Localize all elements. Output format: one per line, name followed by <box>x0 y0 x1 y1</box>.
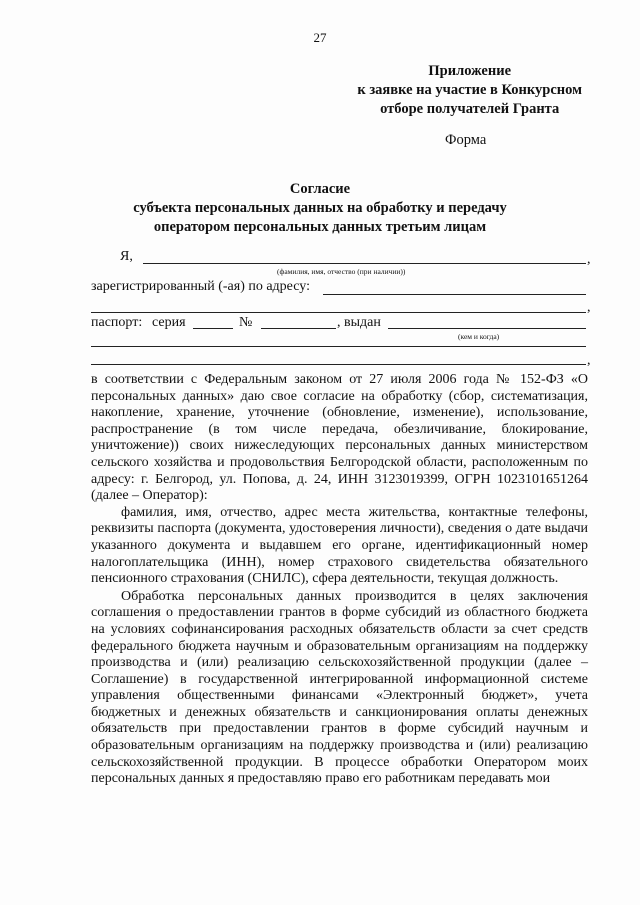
number-label: № <box>239 315 253 330</box>
appendix-line: отборе получателей Гранта <box>380 101 560 117</box>
fio-field[interactable] <box>143 263 586 264</box>
paragraph: в соответствии с Федеральным законом от 27 июля 2006 года № 152-ФЗ «О персональных данных» даю свое согласие на обработку (сбор, систематизация, накопление, хранение, уточнение (обновление, изменение), использование, распространение (в том числе передача, обезличивание, блокирование, уничтожение)) своих нижеследующих персональных данных министерством сельского хозяйства и продовольствия Белгородской области, расположенным по адресу: г. Белгород, ул. Попова, д. 24, ИНН 3123019399, ОГРН 1023101651264 (далее – Оператор): <box>91 372 588 504</box>
number-field[interactable] <box>261 328 336 329</box>
issued-field[interactable] <box>388 328 586 329</box>
issued-hint: (кем и когда) <box>458 332 500 341</box>
paragraph: фамилия, имя, отчество, адрес места жительства, контактные телефоны, реквизиты паспорта (документа, удостоверения личности), сведения о дате выдачи указанного документа и выдавшем его органе, идентификационный номер налогоплательщика (ИНН), номер страхового свидетельства обязательного пенсионного страхования (СНИЛС), сфера деятельности, текущая должность. <box>91 504 588 587</box>
fio-hint: (фамилия, имя, отчество (при наличии)) <box>277 267 406 276</box>
appendix-header <box>357 62 582 119</box>
comma: , <box>587 353 591 368</box>
form-label: Форма <box>445 132 487 148</box>
page-number: 27 <box>313 30 327 45</box>
title-line: субъекта персональных данных на обработку и передачу <box>133 200 507 216</box>
series-label: серия <box>152 315 186 330</box>
registered-label: зарегистрированный (-ая) по адресу: <box>91 279 310 294</box>
issued-field-2[interactable] <box>91 346 586 347</box>
issued-field-3[interactable] <box>91 364 586 365</box>
appendix-line: к заявке на участие в Конкурсном <box>357 82 582 98</box>
title-line: Согласие <box>289 181 351 197</box>
appendix-title: Приложение <box>428 63 511 79</box>
paragraph: Обработка персональных данных производится в целях заключения соглашения о предоставлении грантов в форме субсидий из областного бюджета на условиях софинансирования расходных обязательств области за счет средств федерального бюджета научным и образовательным организациям на поддержку производства и (или) реализацию сельскохозяйственной продукции (далее – Соглашение) в государственной интегрированной информационной системе управления общественными финансами «Электронный бюджет», учета бюджетных и денежных обязательств и санкционирования оплаты денежных обязательств при предоставлении грантов в форме субсидий научным и образовательным организациям на поддержку производства и (или) реализацию сельскохозяйственной продукции. В процессе обработки Оператором моих персональных данных я предоставляю право его работникам передавать мои <box>91 588 588 787</box>
ya-label: Я, <box>120 249 133 264</box>
issued-label: , выдан <box>337 315 381 330</box>
address-field-2[interactable] <box>91 312 586 313</box>
address-field[interactable] <box>323 294 586 295</box>
document-title <box>0 180 640 237</box>
comma: , <box>587 252 591 267</box>
title-line: оператором персональных данных третьим лицам <box>153 219 487 235</box>
passport-label: паспорт: <box>91 315 143 330</box>
comma: , <box>587 300 591 315</box>
series-field[interactable] <box>193 328 233 329</box>
consent-body <box>91 372 588 788</box>
